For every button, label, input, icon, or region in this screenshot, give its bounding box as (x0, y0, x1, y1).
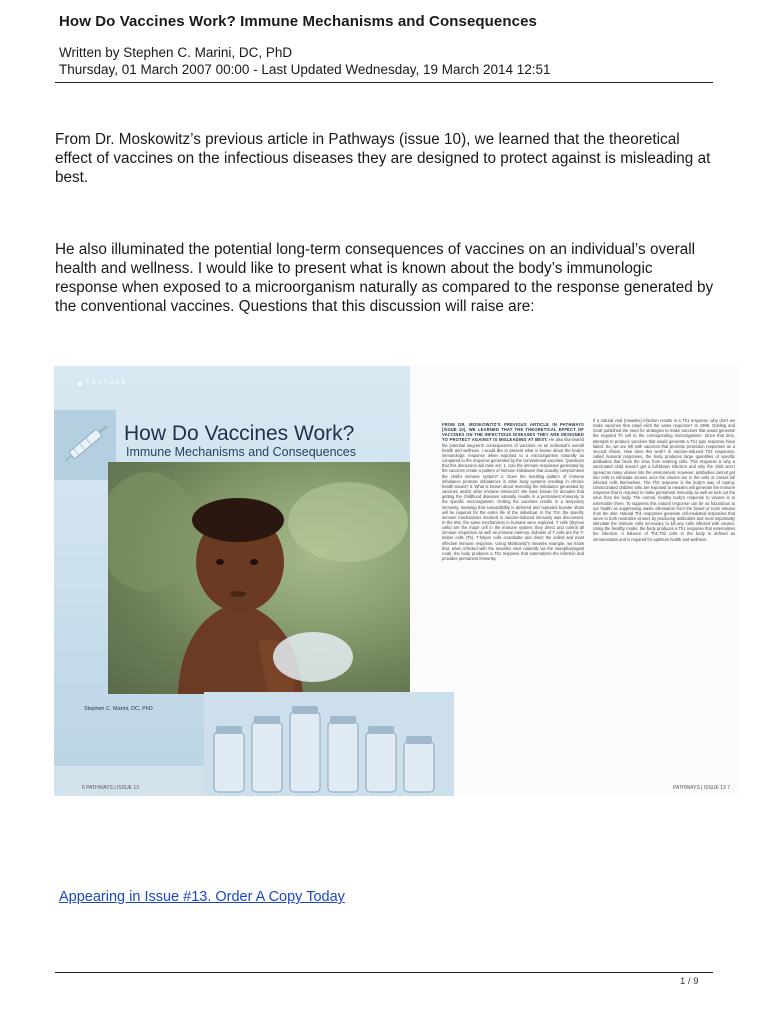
column-lead: FROM DR. MOSKOWITZ’S PREVIOUS ARTICLE IN PATHWAYS (ISSUE 10), WE LEARNED THAT THE THEORETICAL EFFECT OF VACCINES ON THE INFECTIOUS DISEASES THEY ARE DESIGNED TO PROTECT AGAINST IS MISLEADING AT BEST. (442, 422, 584, 443)
date-line: Thursday, 01 March 2007 00:00 - Last Updated Wednesday, 19 March 2014 12:51 (59, 62, 551, 77)
intro-paragraph: From Dr. Moskowitz’s previous article in Pathways (issue 10), we learned that the theoretical effect of vaccines on the infectious diseases they are designed to protect against is misleading at best. (55, 131, 711, 186)
second-paragraph: He also illuminated the potential long-term consequences of vaccines on an individual’s overall health and wellness. I would like to present what is known about the body’s immunologic response when exposed to a microorganism naturally as compared to the response generated by the conventional vaccines. Questions that this discussion will raise are: (55, 241, 714, 315)
order-copy-link[interactable]: Appearing in Issue #13. Order A Copy Today (59, 889, 345, 905)
child-illustration (108, 462, 410, 694)
feature-tag: FEATURE (86, 380, 128, 386)
magazine-title: How Do Vaccines Work? (124, 422, 355, 445)
footer-divider (55, 972, 713, 973)
feature-dot (78, 382, 82, 386)
vials-illustration (204, 692, 454, 796)
header-divider (55, 82, 713, 83)
page-number: 1 / 9 (680, 976, 699, 987)
folio-left: 6 PATHWAYS | ISSUE 13 (82, 785, 139, 791)
magazine-right-page (410, 366, 740, 796)
column-body-1: He also illuminated the potential long-term consequences of vaccines on an individual’s overall health and wellness. I would like to present what is known about the body’s immunologic response when exposed to a microorganism naturally as compared to the response generated by the conventional vaccines. Questions that this discussion will raise are: 1. Can the immune responses generated by the vaccines create a pattern of immune imbalance that actually compromises the child’s immune system? 2. Does the resulting pattern of immune imbalance promote imbalances in other body systems resulting in chronic health issues? 3. What is known about reversing the imbalance generated by vaccines and/or other immune stressors? We have known for decades that getting the childhood diseases naturally results in a permanent immunity to the specific microorganism. Getting the vaccines results in a temporary immunity, meaning that susceptibility is deferred and repeated booster shots will be required for the entire life of the individual. In the 70s, the specific immune mechanisms involved in vaccine-induced immunity was discovered. In the 90s, the same mechanisms in humans were explored. T cells (thymus cells) are the major cell in the immune system; they direct and control all immune responses as well as immune memory. Subsets of T cells are the T-helper cells (Th). T-helper cells coordinate and direct the safest and most effective immune response. Using Moskowitz’s measles example, we know that, when infected with the measles virus naturally via the nasopharyngeal route, the body produces a Th1 response that externalizes the infection and provides permanent immunity. (442, 437, 584, 562)
magazine-author: Stephen C. Marini, DC, PhD (84, 706, 153, 712)
article-column-1 (442, 422, 584, 561)
magazine-subtitle: Immune Mechanisms and Consequences (126, 445, 356, 459)
magazine-spread-image (54, 366, 740, 796)
byline (59, 44, 551, 78)
article-column-2: If a natural viral (measles) infection results in a Th1 response, why don’t we make vaccines that could elicit the same response? In 1999, Golding and Scott published the need for strategies to make vaccines that would generate the required Th cell to the corresponding microorganism. Since that time, attempts to produce vaccines that would generate a Th1 type response have failed. So, we are left with vaccines that promote protection responses as a second choice. How does this work? In vaccine-induced Th2 responses, called humoral responses, the body produces large quantities of specific antibodies that block the virus from entering cells. This response is why a vaccinated child doesn’t get a full-blown infection and why the child won’t spread as many viruses into the environment. However, antibodies cannot get into cells to eliminate viruses once the viruses are in the cells or cannot kill infected cells themselves. The Th2 response is the body’s way of coping. Unvaccinated children who are exposed to measles will generate the immune response that is required to make permanent immunity as well as kick out the virus from the body. The normal, healthy body’s response to viruses is to externalize them. To suppress this natural response can be as hazardous to our health as suppressing waste elimination from the bowel or toxin release from the skin. Natural Th1 responses generate cell-mediated responses that serve to both neutralize viruses by producing antibodies and most importantly stimulate the immune cells necessary to kill any cells infected with viruses. Using the healthy model, the body produces a Th1 response that externalizes the infection. A balance of Th1:Th2 cells in the body is defined as immunostasis and is required for optimum health and wellness. (593, 418, 735, 542)
page-title: How Do Vaccines Work? Immune Mechanisms and Consequences (59, 13, 537, 30)
author-line: Written by Stephen C. Marini, DC, PhD (59, 45, 293, 60)
folio-right: PATHWAYS | ISSUE 13 7 (673, 785, 730, 791)
syringe-illustration (54, 410, 116, 480)
